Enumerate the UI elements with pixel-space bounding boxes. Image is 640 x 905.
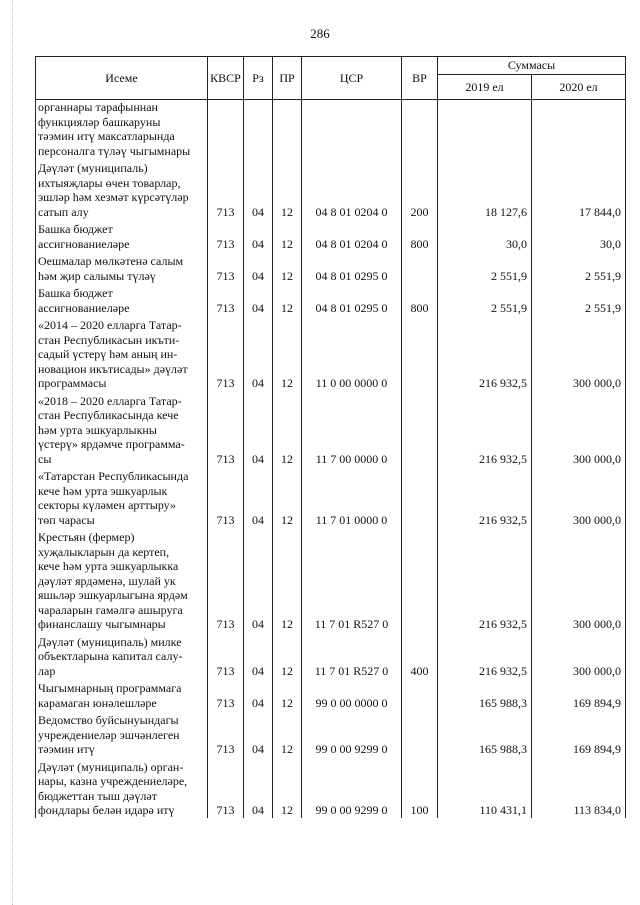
row-kvsr (208, 100, 244, 159)
row-sum-2019: 165 988,3 (438, 710, 532, 757)
row-kvsr: 713 (208, 315, 244, 391)
page-number: 286 (310, 26, 330, 41)
row-rz: 04 (244, 219, 273, 251)
row-sum-2019: 2 551,9 (438, 251, 532, 283)
row-kvsr: 713 (208, 219, 244, 251)
row-csr: 11 7 01 R527 0 (302, 632, 402, 679)
row-vr (402, 251, 438, 283)
row-sum-2020 (532, 100, 626, 159)
row-name: «Татарстан Республикасында кече һәм урта эшкуарлык секторы күләмен арттыру» төп чарасы (36, 466, 208, 527)
row-name: органнары тарафыннан функцияләр башкаруны тәэмин итү максатларында персоналга түләү чыгымнары (36, 100, 208, 159)
row-vr (402, 527, 438, 632)
row-vr: 100 (402, 757, 438, 818)
row-name: Чыгымнарның программага карамаган юнәлешләре (36, 678, 208, 710)
row-sum-2019: 2 551,9 (438, 283, 532, 315)
row-rz (244, 100, 273, 159)
row-kvsr: 713 (208, 251, 244, 283)
row-pr: 12 (273, 632, 302, 679)
table-body (36, 100, 626, 818)
row-sum-2019: 18 127,6 (438, 158, 532, 219)
row-sum-2019: 216 932,5 (438, 391, 532, 467)
row-sum-2020: 300 000,0 (532, 391, 626, 467)
table-row (36, 527, 626, 632)
row-rz: 04 (244, 251, 273, 283)
table-header (36, 57, 626, 100)
row-kvsr: 713 (208, 527, 244, 632)
row-sum-2020: 300 000,0 (532, 315, 626, 391)
header-csr: ЦСР (302, 57, 402, 100)
row-sum-2020: 2 551,9 (532, 283, 626, 315)
row-csr: 04 8 01 0204 0 (302, 219, 402, 251)
table-row (36, 219, 626, 251)
row-kvsr: 713 (208, 710, 244, 757)
row-sum-2020: 113 834,0 (532, 757, 626, 818)
row-vr (402, 710, 438, 757)
row-rz: 04 (244, 757, 273, 818)
row-pr: 12 (273, 678, 302, 710)
row-kvsr: 713 (208, 391, 244, 467)
table-row (36, 710, 626, 757)
header-year-2019: 2019 ел (438, 75, 532, 100)
row-name: Башка бюджет ассигнованиеләре (36, 219, 208, 251)
table-row (36, 466, 626, 527)
row-rz: 04 (244, 315, 273, 391)
row-csr: 04 8 01 0295 0 (302, 283, 402, 315)
row-csr: 11 7 00 0000 0 (302, 391, 402, 467)
row-csr: 11 7 01 0000 0 (302, 466, 402, 527)
row-sum-2020: 30,0 (532, 219, 626, 251)
row-name: Крестьян (фермер) хуҗалыкларын да кертеп, кече һәм урта эшкуарлыкка дәүләт ярдәменә, шулай ук яшьләр эшкуарлыгына ярдәм чараларын гамәлгә ашыруга финанслашу чыгымнары (36, 527, 208, 632)
header-pr: ПР (273, 57, 302, 100)
row-sum-2019: 165 988,3 (438, 678, 532, 710)
header-name: Исеме (36, 57, 208, 100)
row-vr: 200 (402, 158, 438, 219)
row-sum-2020: 300 000,0 (532, 527, 626, 632)
row-sum-2020: 17 844,0 (532, 158, 626, 219)
row-sum-2019: 216 932,5 (438, 466, 532, 527)
row-sum-2020: 300 000,0 (532, 466, 626, 527)
row-sum-2019: 216 932,5 (438, 315, 532, 391)
row-pr: 12 (273, 391, 302, 467)
row-rz: 04 (244, 283, 273, 315)
row-csr: 11 0 00 0000 0 (302, 315, 402, 391)
row-pr (273, 100, 302, 159)
row-rz: 04 (244, 158, 273, 219)
row-kvsr: 713 (208, 283, 244, 315)
row-rz: 04 (244, 710, 273, 757)
row-rz: 04 (244, 391, 273, 467)
row-sum-2020: 2 551,9 (532, 251, 626, 283)
row-csr (302, 100, 402, 159)
table-row (36, 757, 626, 818)
row-sum-2019: 30,0 (438, 219, 532, 251)
row-sum-2019: 216 932,5 (438, 632, 532, 679)
row-vr (402, 100, 438, 159)
header-rz: Рз (244, 57, 273, 100)
row-pr: 12 (273, 283, 302, 315)
table-row (36, 315, 626, 391)
table-row (36, 391, 626, 467)
row-rz: 04 (244, 527, 273, 632)
row-csr: 99 0 00 9299 0 (302, 710, 402, 757)
row-csr: 04 8 01 0204 0 (302, 158, 402, 219)
row-name: Дәүләт (муниципаль) милке объектларына капитал салу- лар (36, 632, 208, 679)
row-sum-2019: 110 431,1 (438, 757, 532, 818)
table-row (36, 283, 626, 315)
row-name: «2014 – 2020 елларга Татар- стан Республикасын икъти- садый үстерү һәм аның ин- новацион икътисады» дәүләт программасы (36, 315, 208, 391)
table-row (36, 632, 626, 679)
row-kvsr: 713 (208, 678, 244, 710)
row-pr: 12 (273, 219, 302, 251)
row-vr: 400 (402, 632, 438, 679)
row-sum-2020: 300 000,0 (532, 632, 626, 679)
row-pr: 12 (273, 158, 302, 219)
row-csr: 99 0 00 9299 0 (302, 757, 402, 818)
row-name: Дәүләт (муниципаль) орган- нары, казна учреждениеләре, бюджеттан тыш дәүләт фондлары белән идарә итү (36, 757, 208, 818)
row-sum-2019: 216 932,5 (438, 527, 532, 632)
table-row (36, 158, 626, 219)
row-rz: 04 (244, 678, 273, 710)
row-name: Оешмалар мөлкәтенә салым һәм җир салымы түләү (36, 251, 208, 283)
row-csr: 99 0 00 0000 0 (302, 678, 402, 710)
row-name: Дәүләт (муниципаль) ихтыяҗлары өчен товарлар, эшләр һәм хезмәт күрсәтүләр сатып алу (36, 158, 208, 219)
row-name: Ведомство буйсынуындагы учреждениеләр эшчәнлеген тәэмин итү (36, 710, 208, 757)
row-pr: 12 (273, 527, 302, 632)
row-name: Башка бюджет ассигнованиеләре (36, 283, 208, 315)
row-csr: 11 7 01 R527 0 (302, 527, 402, 632)
row-csr: 04 8 01 0295 0 (302, 251, 402, 283)
table-row (36, 678, 626, 710)
row-pr: 12 (273, 251, 302, 283)
row-sum-2020: 169 894,9 (532, 710, 626, 757)
row-sum-2020: 169 894,9 (532, 678, 626, 710)
row-rz: 04 (244, 632, 273, 679)
row-vr (402, 678, 438, 710)
row-pr: 12 (273, 757, 302, 818)
row-vr (402, 391, 438, 467)
row-vr: 800 (402, 219, 438, 251)
table-row (36, 251, 626, 283)
row-rz: 04 (244, 466, 273, 527)
table-row (36, 100, 626, 159)
row-pr: 12 (273, 466, 302, 527)
row-kvsr: 713 (208, 757, 244, 818)
row-kvsr: 713 (208, 632, 244, 679)
row-pr: 12 (273, 710, 302, 757)
row-vr (402, 315, 438, 391)
row-name: «2018 – 2020 елларга Татар- стан Республикасында кече һәм урта эшкуарлыкны үстерү» ярдәмче программа- сы (36, 391, 208, 467)
row-pr: 12 (273, 315, 302, 391)
row-vr: 800 (402, 283, 438, 315)
row-kvsr: 713 (208, 466, 244, 527)
header-sums: Суммасы (438, 57, 626, 75)
page-margin-line (12, 0, 14, 905)
budget-table (35, 56, 626, 818)
row-sum-2019 (438, 100, 532, 159)
row-vr (402, 466, 438, 527)
header-year-2020: 2020 ел (532, 75, 626, 100)
header-kvsr: КВСР (208, 57, 244, 100)
row-kvsr: 713 (208, 158, 244, 219)
header-vr: ВР (402, 57, 438, 100)
